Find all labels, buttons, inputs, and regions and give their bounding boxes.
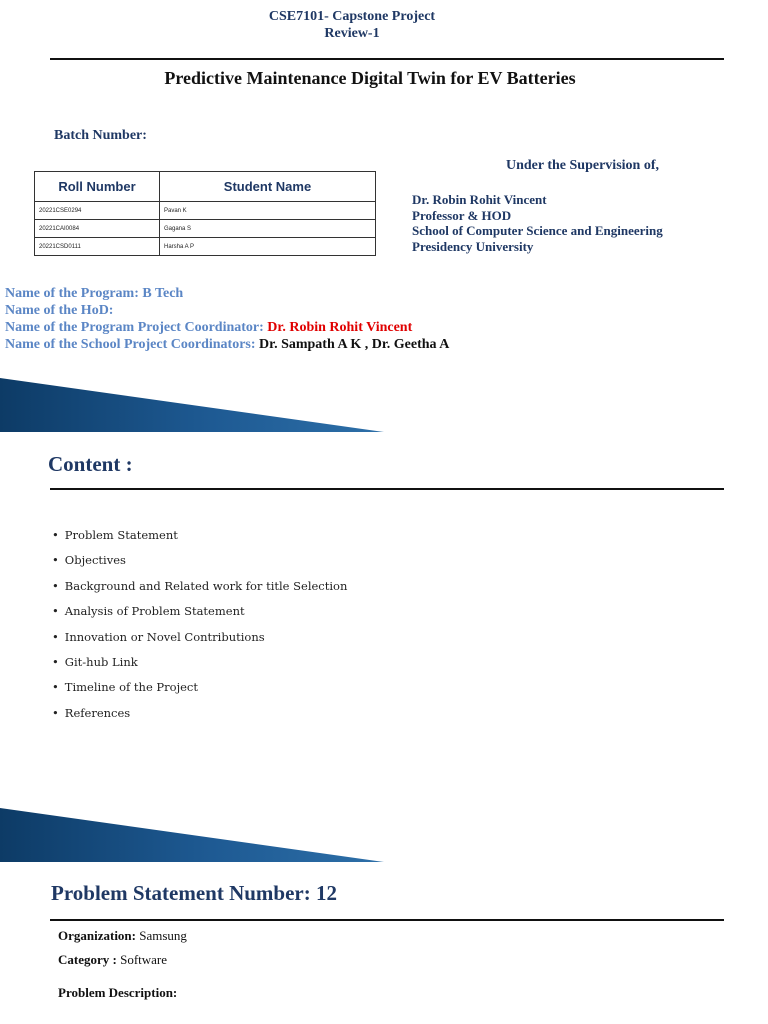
student-name-cell: Pavan K xyxy=(160,202,376,220)
content-divider xyxy=(50,488,724,490)
organization-line xyxy=(58,928,187,944)
supervision-heading: Under the Supervision of, xyxy=(506,158,659,173)
table-header-row xyxy=(35,172,376,202)
hod-name: Name of the HoD: xyxy=(5,303,114,318)
supervisor-university: Presidency University xyxy=(412,238,534,254)
category-value: Software xyxy=(120,952,168,967)
student-table xyxy=(34,171,376,256)
problem-statement-title: Problem Statement Number: 12 xyxy=(51,881,337,905)
supervisor-block xyxy=(412,192,663,254)
student-name-cell: Harsha A P xyxy=(160,238,376,256)
category-label: Category : xyxy=(58,952,117,967)
organization-label: Organization: xyxy=(58,928,136,943)
content-list xyxy=(52,528,347,731)
list-item: • Objectives xyxy=(52,553,347,578)
table-row xyxy=(35,202,376,220)
student-name-cell: Gagana S xyxy=(160,220,376,238)
school-coordinators-label: Name of the School Project Coordinators: xyxy=(5,337,256,352)
problem-description-line xyxy=(58,985,177,1001)
organization-value: Samsung xyxy=(139,928,187,943)
school-coordinators-value: Dr. Sampath A K , Dr. Geetha A xyxy=(259,337,450,352)
list-item: • References xyxy=(52,706,347,731)
review-label: Review-1 xyxy=(324,26,380,41)
list-item: • Git-hub Link xyxy=(52,655,347,680)
slide-footer-wedge xyxy=(0,808,384,862)
category-line xyxy=(58,952,167,968)
column-header-roll-number: Roll Number xyxy=(35,172,160,202)
column-header-student-name: Student Name xyxy=(160,172,376,202)
problem-description-label: Problem Description: xyxy=(58,985,178,1000)
course-title: CSE7101- Capstone Project xyxy=(268,9,436,24)
content-title: Content : xyxy=(48,452,133,476)
list-item: • Innovation or Novel Contributions xyxy=(52,630,347,655)
roll-number-cell: 20221CAI0084 xyxy=(35,220,160,238)
table-row xyxy=(35,220,376,238)
course-header xyxy=(0,8,704,42)
slide-footer-wedge xyxy=(0,378,384,432)
list-item: • Timeline of the Project xyxy=(52,680,347,705)
supervisor-name: Dr. Robin Rohit Vincent xyxy=(412,192,547,207)
roll-number-cell: 20221CSD0111 xyxy=(35,238,160,256)
program-coordinator-line xyxy=(5,319,449,336)
program-name: Name of the Program: B Tech xyxy=(5,286,184,301)
project-title: Predictive Maintenance Digital Twin for EV Batteries xyxy=(164,68,576,88)
program-details xyxy=(5,285,449,353)
list-item: • Problem Statement xyxy=(52,528,347,553)
roll-number-cell: 20221CSE0294 xyxy=(35,202,160,220)
supervisor-designation: Professor & HOD xyxy=(412,207,512,223)
list-item: • Analysis of Problem Statement xyxy=(52,604,347,629)
table-row xyxy=(35,238,376,256)
header-divider xyxy=(50,58,724,60)
supervisor-school: School of Computer Science and Engineering xyxy=(412,223,663,238)
program-coordinator-value: Dr. Robin Rohit Vincent xyxy=(267,320,413,335)
batch-number-label: Batch Number: xyxy=(54,128,147,143)
list-item: • Background and Related work for title Selection xyxy=(52,579,347,604)
program-coordinator-label: Name of the Program Project Coordinator: xyxy=(5,320,264,335)
school-coordinators-line xyxy=(5,336,449,353)
problem-statement-divider xyxy=(50,919,724,921)
